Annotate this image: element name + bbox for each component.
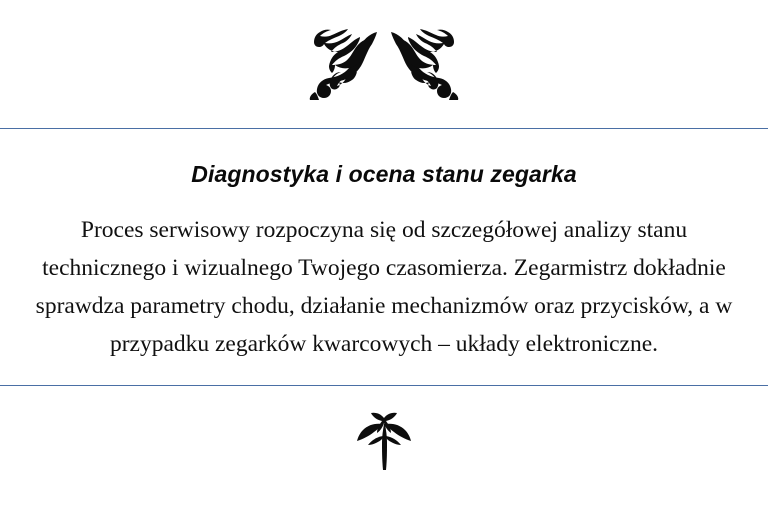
section-title: Diagnostyka i ocena stanu zegarka (191, 161, 577, 187)
text-content-block (0, 129, 768, 385)
bottom-ornament (0, 386, 768, 526)
leaf-sprig-ornament-icon (347, 412, 421, 472)
floral-flourish-divider-icon (309, 28, 459, 100)
body-paragraph: Proces serwisowy rozpoczyna się od szczegółowej analizy stanu technicznego i wizualnego Twojego czasomierza. Zegarmistrz dokładnie sprawdza parametry chodu, działanie mechanizmów oraz przycisków, a w przypadku zegarków kwarcowych – układy elektroniczne. (35, 217, 733, 357)
top-ornament (0, 0, 768, 128)
